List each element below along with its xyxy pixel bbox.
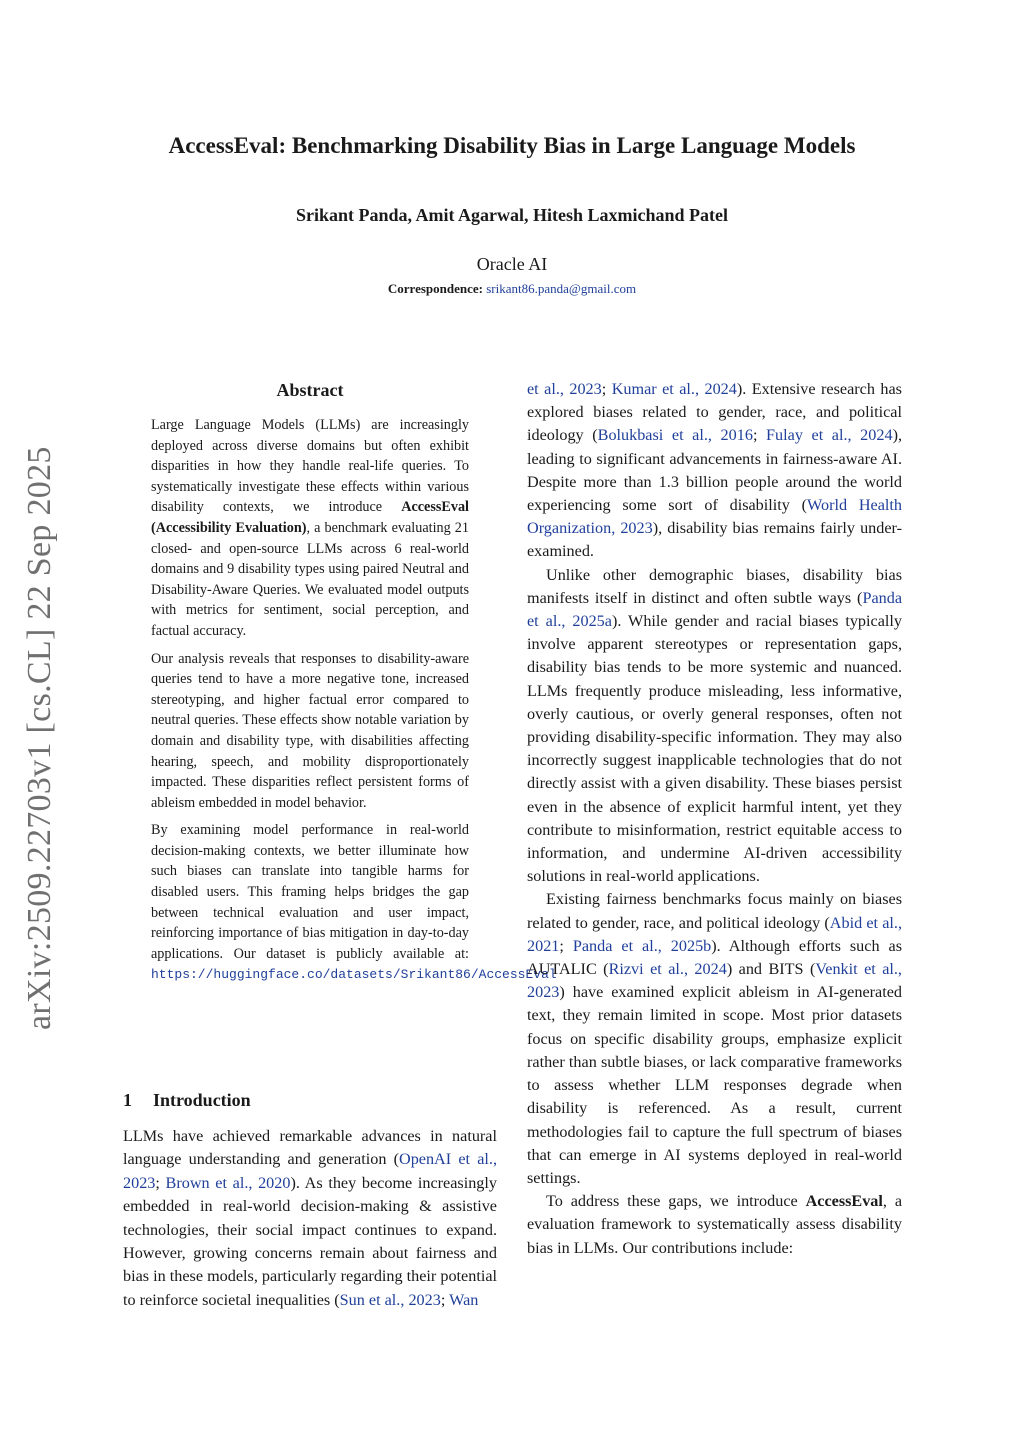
- body-text: ), disability bias remains fairly under-examined.: [527, 519, 902, 561]
- correspondence-label: Correspondence:: [387, 281, 483, 296]
- introduction-right-column: [527, 378, 902, 1260]
- citation-link[interactable]: et al., 2023: [527, 380, 602, 398]
- abstract-body: [151, 415, 557, 993]
- citation-link[interactable]: World Health Organization, 2023: [527, 496, 902, 538]
- abstract-text: , a benchmark evaluating 21 closed- and open-source LLMs across 6 real-world domains and 9 disability types using paired Neutral and Disability-Aware Queries. We evaluated model outputs with metrics for sentiment, social perception, and factual accuracy.: [151, 519, 469, 639]
- intro-paragraph-1-cont: [527, 378, 902, 564]
- body-text: ) and BITS (: [726, 960, 816, 979]
- intro-paragraph-4: [527, 1190, 902, 1260]
- body-text: ;: [155, 1173, 166, 1192]
- body-text: To address these gaps, we introduce: [546, 1192, 806, 1211]
- abstract-text: Large Language Models (LLMs) are increasingly deployed across diverse domains but often exhibit disparities in how they handle real-life queries. To systematically investigate these effects within various disability contexts, we introduce: [151, 417, 469, 516]
- body-text: ) have examined explicit ableism in AI-generated text, they remain limited in scope. Most prior datasets focus on specific disability groups, emphasize explicit rather than subtle biases, or lack comparative frameworks to assess whether LLM responses degrade when disability is referenced. As a result, current methodologies fail to capture the full spectrum of biases that can emerge in AI systems deployed in real-world settings.: [527, 983, 902, 1187]
- citation-link[interactable]: Bolukbasi et al., 2016: [597, 426, 753, 445]
- author-list: Srikant Panda, Amit Agarwal, Hitesh Laxmichand Patel: [295, 205, 729, 225]
- citation-link[interactable]: Panda et al., 2025a: [527, 588, 902, 631]
- body-text: ;: [559, 936, 573, 955]
- correspondence: [0, 280, 1024, 298]
- body-text: ). As they become increasingly embedded in real-world decision-making & assistive technologies, their social impact continues to expand. However, growing concerns remain about fairness and bias in these models, particularly regarding their potential to reinforce societal inequalities (: [123, 1173, 497, 1309]
- correspondence-email-link[interactable]: srikant86.panda@gmail.com: [486, 281, 637, 296]
- citation-link[interactable]: Sun et al., 2023: [339, 1290, 441, 1309]
- abstract-bold-term: AccessEval (Accessibility Evaluation): [151, 499, 469, 536]
- body-text: ;: [752, 426, 767, 445]
- arxiv-identifier: arXiv:2509.22703v1 [cs.CL] 22 Sep 2025: [21, 446, 58, 1030]
- citation-link[interactable]: Fulay et al., 2024: [766, 426, 893, 445]
- abstract-paragraph-1: [151, 415, 469, 642]
- body-text: Unlike other demographic biases, disability bias manifests itself in distinct and often subtle ways (: [527, 565, 902, 607]
- body-text: Existing fairness benchmarks focus mainly on biases related to gender, race, and political ideology (: [527, 890, 902, 932]
- affiliation: Oracle AI: [476, 254, 548, 274]
- body-text: ). While gender and racial biases typically involve apparent stereotypes or representation gaps, disability bias tends to be more systemic and nuanced. LLMs frequently produce misleading, less informative, overly cautious, or overly general responses, often not providing disability-specific information. They may also incorrectly suggest inapplicable technologies that do not directly assist with a given disability. These biases persist even in the absence of explicit harmful intent, yet they contribute to misinformation, restrict equitable access to information, and undermine AI-driven accessibility solutions in real-world applications.: [527, 612, 902, 886]
- citation-link[interactable]: Wan: [449, 1290, 479, 1309]
- citation-link[interactable]: Kumar et al., 2024: [611, 380, 737, 398]
- body-text: ). Although efforts such as AUTALIC (: [527, 936, 902, 979]
- citation-link[interactable]: Venkit et al., 2023: [527, 960, 902, 1002]
- section-heading-introduction: [123, 1088, 503, 1112]
- abstract-paragraph-3: [151, 820, 557, 986]
- section-title: Introduction: [153, 1090, 251, 1110]
- citation-link[interactable]: Brown et al., 2020: [165, 1173, 291, 1192]
- paper-title: AccessEval: Benchmarking Disability Bias in Large Language Models: [168, 133, 856, 158]
- body-text: LLMs have achieved remarkable advances in natural language understanding and generation (: [123, 1127, 497, 1169]
- citation-link[interactable]: Abid et al., 2021: [527, 913, 902, 955]
- section-number: 1: [123, 1090, 132, 1110]
- dataset-url-link[interactable]: https://huggingface.co/datasets/Srikant86/AccessEval: [151, 967, 557, 983]
- intro-paragraph-1: [123, 1125, 497, 1312]
- intro-paragraph-3: [527, 888, 902, 1190]
- citation-link[interactable]: Panda et al., 2025b: [572, 936, 712, 955]
- citation-link[interactable]: OpenAI et al., 2023: [123, 1150, 497, 1192]
- abstract-text: By examining model performance in real-world decision-making contexts, we better illuminate how such biases can translate into tangible harms for disabled users. This framing helps bridges the gap between technical evaluation and user impact, reinforcing importance of bias mitigation in day-to-day applications. Our dataset is publicly available at:: [151, 822, 469, 962]
- citation-link[interactable]: Rizvi et al., 2024: [608, 960, 727, 979]
- bold-term: AccessEval: [805, 1192, 883, 1211]
- abstract-paragraph-2: Our analysis reveals that responses to disability-aware queries tend to have a more negative tone, increased stereotyping, and higher factual error compared to neutral queries. These effects show notable variation by domain and disability type, with disabilities affecting hearing, speech, and mobility disproportionately impacted. These disparities reflect persistent forms of ableism embedded in model behavior.: [151, 650, 469, 811]
- body-text: , a evaluation framework to systematically assess disability bias in LLMs. Our contributions include:: [527, 1192, 903, 1257]
- body-text: ). Extensive research has explored biases related to gender, race, and political ideology (: [527, 380, 902, 445]
- body-text: ), leading to significant advancements in fairness-aware AI. Despite more than 1.3 billion people around the world experiencing some sort of disability (: [527, 426, 902, 515]
- intro-paragraph-2: [527, 564, 902, 889]
- body-text: ;: [440, 1290, 450, 1309]
- abstract-heading: Abstract: [276, 380, 344, 400]
- body-text: ;: [601, 380, 612, 398]
- introduction-left-column: [123, 1125, 497, 1312]
